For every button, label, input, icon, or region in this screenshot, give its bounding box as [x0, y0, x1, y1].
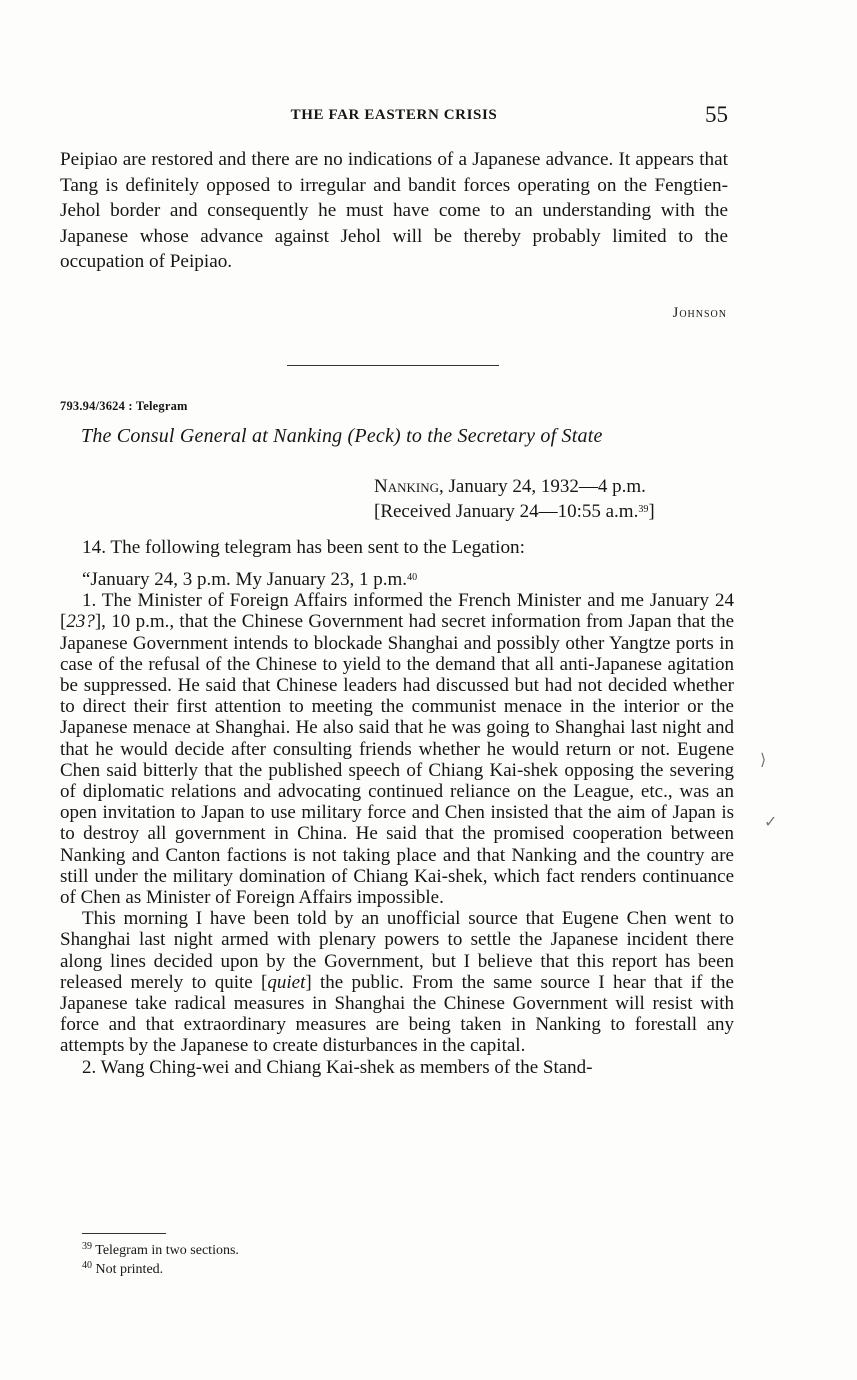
- previous-telegram-paragraph: [60, 147, 728, 275]
- footnotes: [82, 1242, 239, 1279]
- received-close: ]: [648, 501, 655, 522]
- quote-start: [60, 569, 734, 590]
- footnote-text: Not printed.: [95, 1261, 164, 1277]
- paragraph-1-a: 1. The Minister of Foreign Affairs informed the French Minister and me January 24 [: [60, 590, 734, 633]
- margin-mark: ⟩: [760, 750, 767, 769]
- paragraph-2: [60, 908, 734, 1056]
- received-text: [Received January 24—10:55 a.m.: [374, 501, 639, 522]
- signature: Johnson: [672, 305, 727, 321]
- paragraph-3: 2. Wang Ching-wei and Chiang Kai-shek as members of the Stand-: [82, 1056, 593, 1078]
- quote-start-text: “January 24, 3 p.m. My January 23, 1 p.m.: [82, 569, 408, 590]
- footnote-mark: 40: [82, 1259, 92, 1271]
- footnote-40: [82, 1261, 239, 1280]
- intro-line: [82, 535, 742, 561]
- received-line: [374, 499, 734, 524]
- telegram-body: [60, 569, 734, 1078]
- footnote-ref-39: 39: [638, 504, 649, 515]
- footnote-text: Telegram in two sections.: [95, 1243, 239, 1258]
- paragraph-1-bracket: 23?: [66, 611, 95, 633]
- footnote-divider: [82, 1233, 166, 1234]
- page-number: 55: [705, 102, 728, 127]
- paragraph-2-b: ] the public. From the same source I hear that if the Japanese take radical measures in Shanghai the Chinese Government will resist with force and that extraordinary measures are being taken in Nanking to forestall any attempts by the Japanese to create disturbances in the capital.: [60, 971, 734, 1057]
- paragraph-2-bracket: quiet: [267, 971, 306, 993]
- dateline-place: Nanking: [374, 476, 439, 497]
- paragraph-1-b: ], 10 p.m., that the Chinese Government had secret information from Japan that the Japanese Government intends to blockade Shanghai and possibly other Yangtze ports in case of the refusal of the Chinese to yield to the demand that all anti-Japanese agitation be suppressed. He said that Chinese leaders had discussed but had not decided whether to direct their first attention to meeting the communist menace in the interior or the Japanese menace at Shanghai. He also said that he was going to Shanghai last night and that he would decide after consulting friends whether he would return or not. Eugene Chen said bitterly that the published speech of Chiang Kai-shek opposing the severing of diplomatic relations and advocating continued reliance on the League, etc., was an open invitation to Japan to use military force and Chen insisted that the aim of Japan is to destroy all government in China. He said that the promised cooperation between Nanking and Canton factions is not taking place and that Nanking and the country are still under the military domination of Chiang Kai-shek, which fact renders continuance of Chen as Minister of Foreign Affairs impossible.: [60, 611, 734, 909]
- file-reference: 793.94/3624 : Telegram: [60, 399, 188, 413]
- continued-paragraph: Peipiao are restored and there are no indications of a Japanese advance. It appears that Tang is definitely opposed to irregular and bandit forces operating on the Fengtien-Jehol border and consequently he must have come to an understanding with the Japanese whose advance against Jehol will be thereby probably limited to the occupation of Peipiao.: [60, 149, 728, 273]
- running-title: THE FAR EASTERN CRISIS: [290, 107, 498, 123]
- section-divider: [287, 365, 499, 366]
- paragraph-1: [60, 590, 734, 908]
- running-header: [60, 104, 728, 134]
- dateline: [374, 474, 734, 499]
- intro-text: 14. The following telegram has been sent to the Legation:: [82, 537, 525, 558]
- dateline-date: , January 24, 1932—4 p.m.: [439, 476, 646, 497]
- margin-check-mark: ✓: [764, 812, 778, 831]
- document-title: The Consul General at Nanking (Peck) to the Secretary of State: [81, 425, 603, 447]
- paragraph-2-a: This morning I have been told by an unofficial source that Eugene Chen went to Shanghai last night armed with plenary powers to settle the Japanese incident there along lines decided upon by the Government, but I believe that this report has been released merely to quite [: [60, 908, 734, 993]
- footnote-39: [82, 1242, 239, 1261]
- footnote-ref-40: 40: [407, 572, 418, 583]
- footnote-mark: 39: [82, 1241, 92, 1252]
